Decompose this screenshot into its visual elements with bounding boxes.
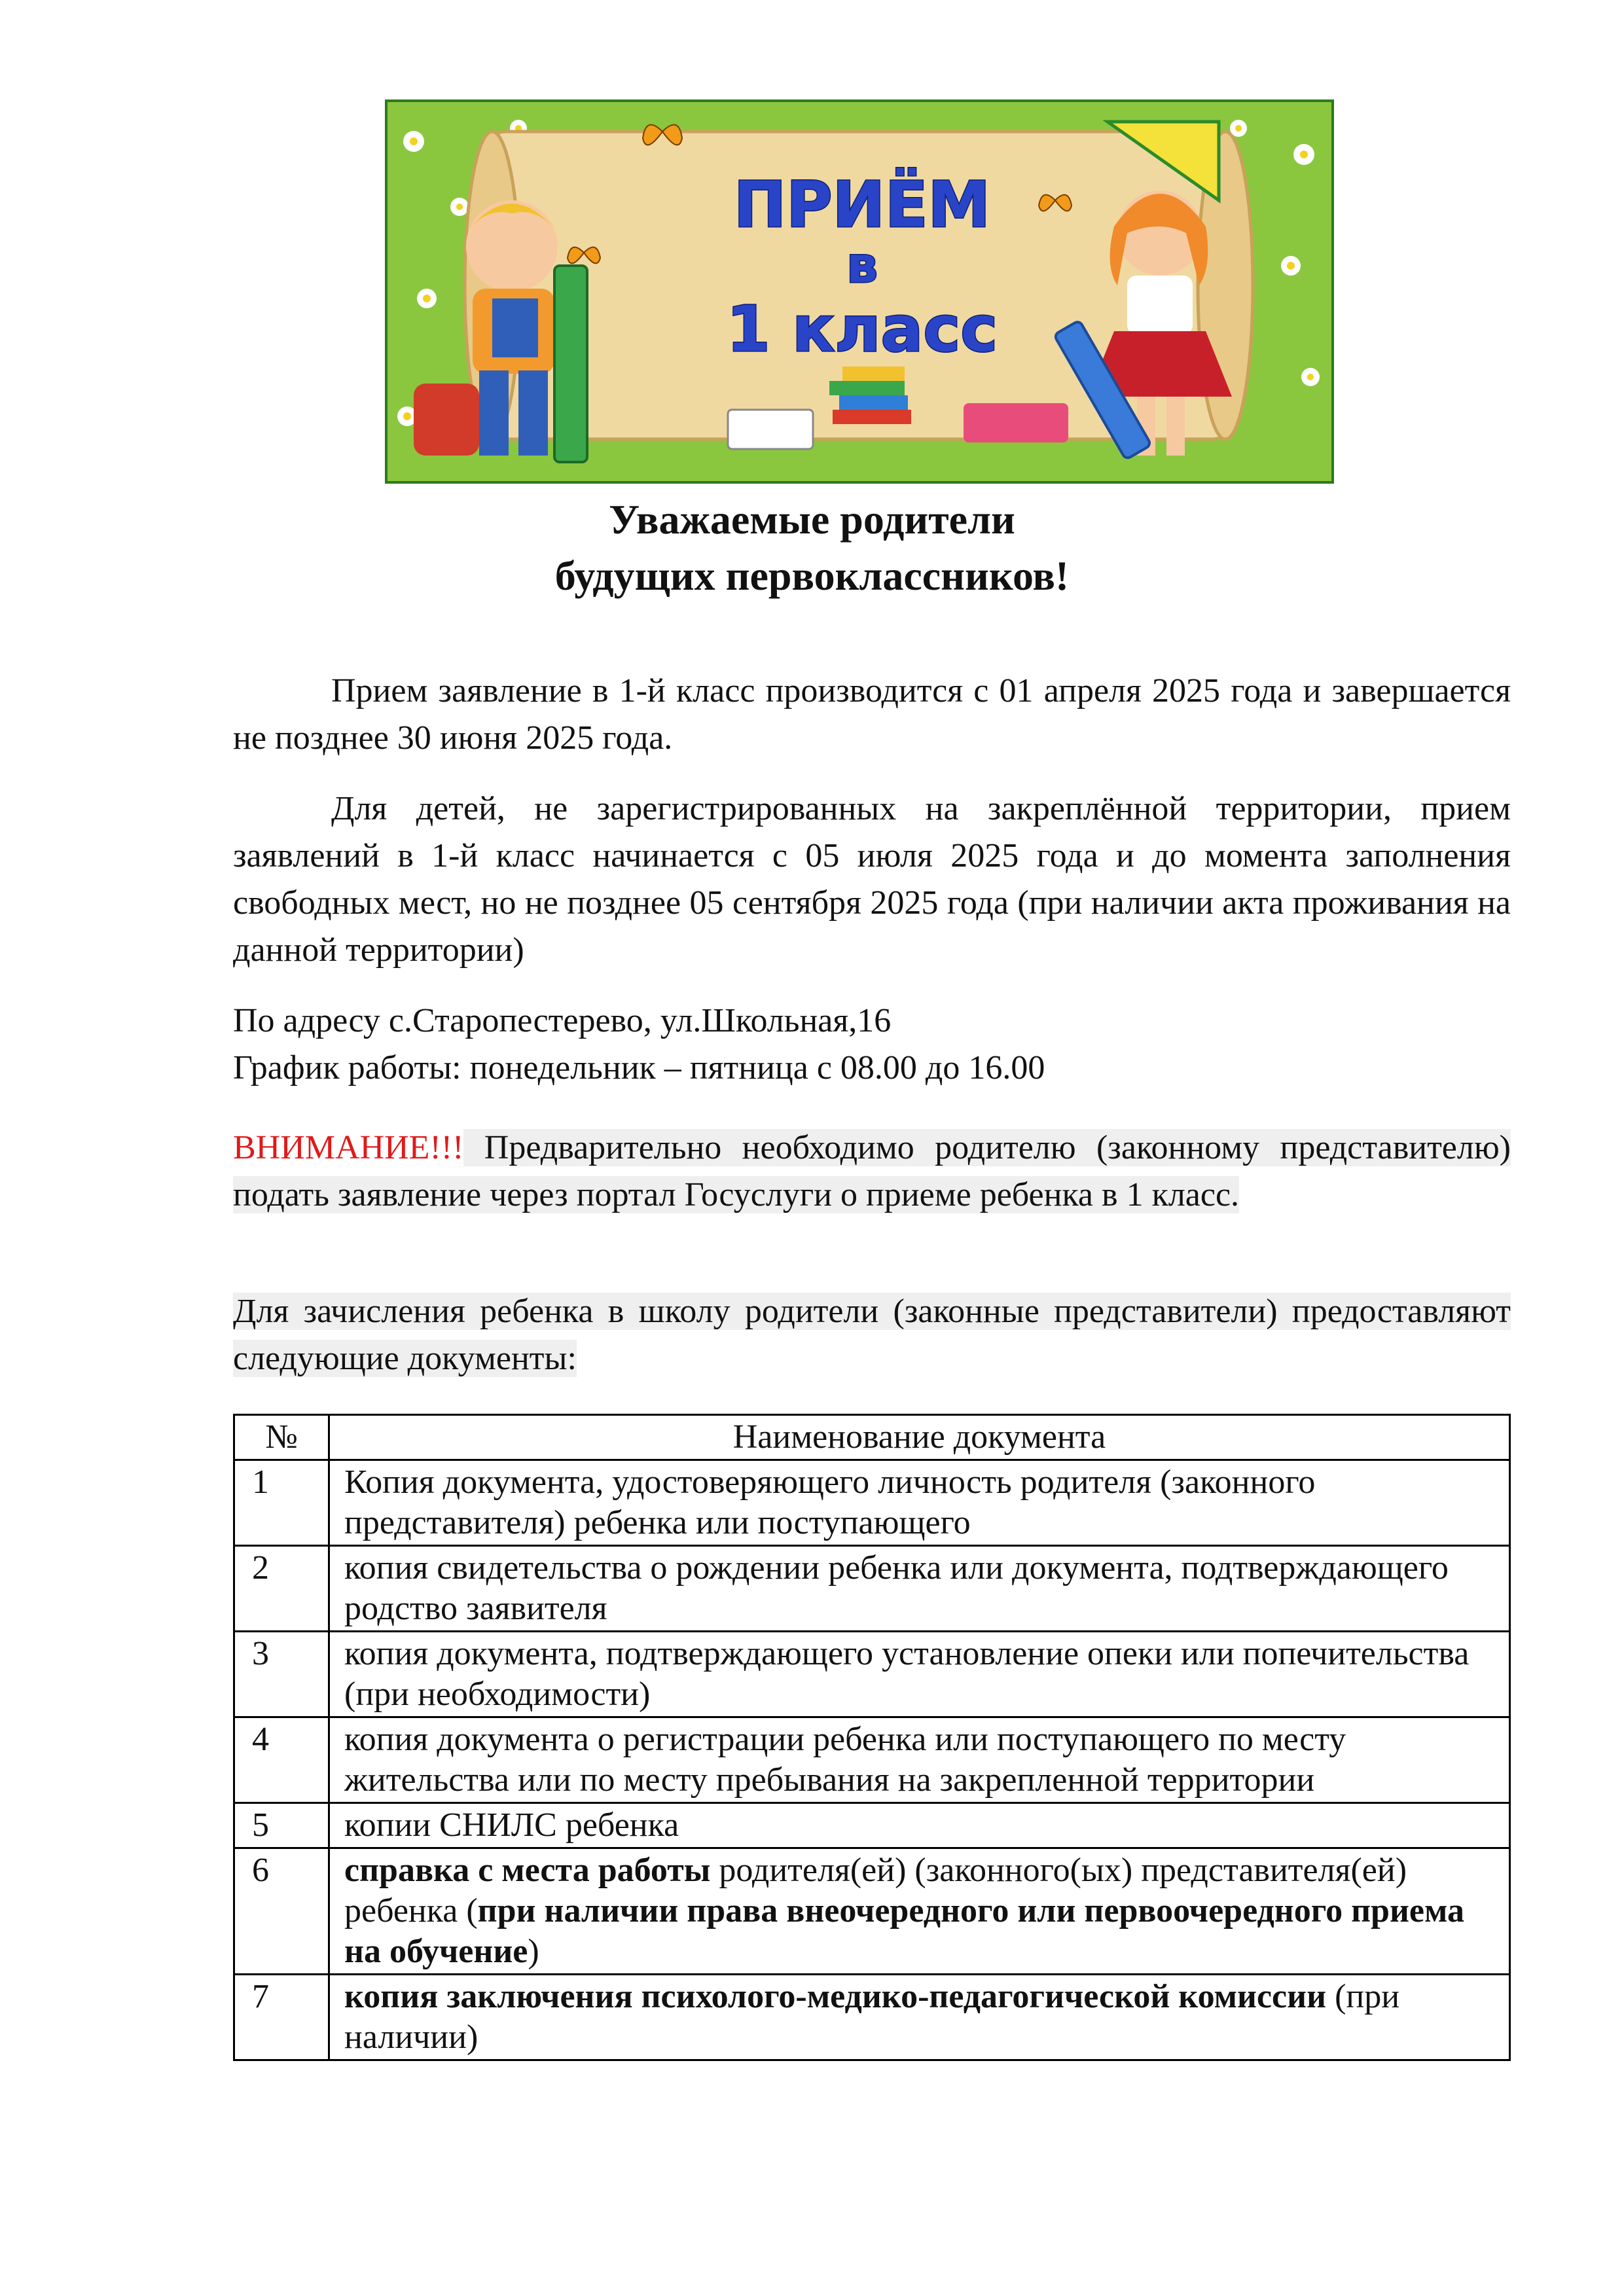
table-row [234, 1803, 1510, 1848]
row-document-text: ) [528, 1933, 539, 1970]
banner-title-line1: ПРИЁМ [733, 168, 991, 242]
documents-table [233, 1414, 1511, 2061]
table-row [234, 1717, 1510, 1803]
table-row [234, 1460, 1510, 1546]
row-number: 5 [234, 1803, 329, 1848]
row-document-text: (при наличии) [344, 1978, 1400, 2056]
attention-label: ВНИМАНИЕ!!! [233, 1129, 464, 1166]
enrollment-text: Для зачисления ребенка в школу родители (законные представители) предоставляют следующие документы: [233, 1293, 1511, 1377]
table-row [234, 1975, 1510, 2060]
page-heading-line2: будущих первоклассников! [554, 552, 1070, 599]
row-document [329, 1848, 1510, 1975]
row-document: копия документа о регистрации ребенка или поступающего по месту жительства или по месту пребывания на закрепленной территории [329, 1717, 1510, 1803]
row-number: 6 [234, 1848, 329, 1975]
schedule-line: График работы: понедельник – пятница с 08.00 до 16.00 [233, 1049, 1045, 1086]
row-document [329, 1975, 1510, 2060]
table-row [234, 1848, 1510, 1975]
row-document-bold: при наличии права внеочередного или первоочередного приема на обучение [344, 1892, 1465, 1970]
table-row [234, 1546, 1510, 1632]
unregistered-children-paragraph: Для детей, не зарегистрированных на закреплённой территории, прием заявлений в 1-й класс начинается с 05 июля 2025 года и до момента заполнения свободных мест, но не позднее 05 сентября 2025 года (при наличии акта проживания на данной территории) [233, 790, 1511, 969]
row-document-bold: справка с места работы [344, 1852, 711, 1889]
row-document-text: родителя(ей) (законного(ых) представителя(ей) ребенка ( [344, 1852, 1407, 1929]
address-line: По адресу с.Старопестерево, ул.Школьная,16 [233, 1002, 892, 1039]
row-number: 1 [234, 1460, 329, 1546]
attention-text: Предварительно необходимо родителю (законному представителю) подать заявление через портал Госуслуги о приеме ребенка в 1 класс. [233, 1129, 1511, 1213]
enrollment-paragraph [233, 1288, 1511, 1382]
banner-title-line2: в [846, 236, 878, 294]
row-document: копия свидетельства о рождении ребенка или документа, подтверждающего родство заявителя [329, 1546, 1510, 1632]
row-document-bold: копия заключения психолого-медико-педагогической комиссии [344, 1978, 1327, 2015]
table-header-num: № [234, 1415, 329, 1460]
banner-title-line3: 1 класс [726, 293, 998, 366]
row-number: 3 [234, 1632, 329, 1717]
banner-image [385, 99, 1334, 484]
table-header-name: Наименование документа [329, 1415, 1510, 1460]
banner-illustration [388, 102, 1331, 481]
row-document: Копия документа, удостоверяющего личность родителя (законного представителя) ребенка или поступающего [329, 1460, 1510, 1546]
row-number: 4 [234, 1717, 329, 1803]
row-document: копия документа, подтверждающего установление опеки или попечительства (при необходимости) [329, 1632, 1510, 1717]
admission-dates-paragraph: Прием заявление в 1-й класс производится с 01 апреля 2025 года и завершается не позднее 30 июня 2025 года. [233, 672, 1511, 757]
page-heading-line1: Уважаемые родители [609, 496, 1015, 543]
attention-paragraph [233, 1124, 1511, 1219]
row-document: копии СНИЛС ребенка [329, 1803, 1510, 1848]
table-header-row [234, 1415, 1510, 1460]
table-row [234, 1632, 1510, 1717]
row-number: 2 [234, 1546, 329, 1632]
row-number: 7 [234, 1975, 329, 2060]
